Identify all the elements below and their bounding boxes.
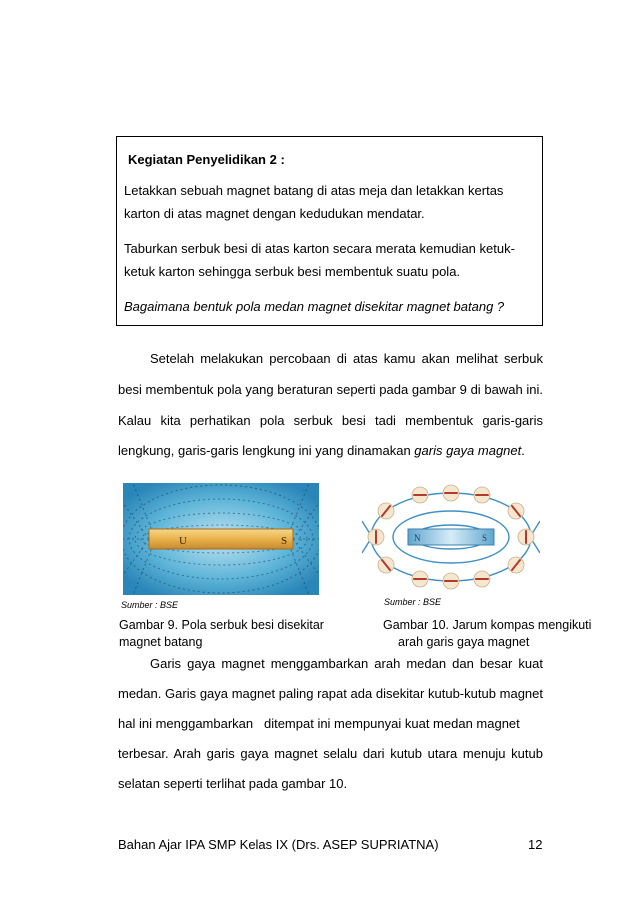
activity-title: Kegiatan Penyelidikan 2 : (128, 152, 285, 167)
para2-line-4: terbesar. Arah garis gaya magnet selalu dari kutub utara menuju kutub (118, 746, 543, 761)
para2-line-3: hal ini menggambarkan ditempat ini mempunyai kuat medan magnet (118, 716, 520, 731)
figure-10-label-n: N (414, 533, 421, 543)
figure-9-caption-1: Gambar 9. Pola serbuk besi disekitar (119, 618, 324, 632)
activity-line-1: Letakkan sebuah magnet batang di atas meja dan letakkan kertas (124, 183, 504, 198)
activity-line-2: karton di atas magnet dengan kedudukan mendatar. (124, 206, 425, 221)
para2-line-1: Garis gaya magnet menggambarkan arah medan dan besar kuat (150, 656, 543, 671)
page-number: 12 (528, 837, 543, 852)
activity-line-3: Taburkan serbuk besi di atas karton secara merata kemudian ketuk- (124, 241, 515, 256)
activity-question: Bagaimana bentuk pola medan magnet disekitar magnet batang ? (124, 299, 505, 314)
para2-line-5: selatan seperti terlihat pada gambar 10. (118, 776, 348, 791)
para1-line-3: Kalau kita perhatikan pola serbuk besi tadi membentuk garis-garis (118, 413, 543, 428)
figure-10-caption-2: arah garis gaya magnet (398, 635, 530, 649)
figure-9-image (123, 483, 319, 595)
figure-10-image (362, 481, 540, 593)
footer-text: Bahan Ajar IPA SMP Kelas IX (Drs. ASEP SUPRIATNA) (118, 837, 439, 852)
figure-9-label-s: S (281, 535, 288, 547)
figure-9-source: Sumber : BSE (121, 600, 179, 610)
para2-line-2: medan. Garis gaya magnet paling rapat ada disekitar kutub-kutub magnet (118, 686, 543, 701)
para1-line-4: lengkung, garis-garis lengkung ini yang dinamakan garis gaya magnet. (118, 443, 525, 458)
figure-10-label-s: S (482, 533, 488, 543)
figure-10-caption-1: Gambar 10. Jarum kompas mengikuti (383, 618, 592, 632)
para1-line-1: Setelah melakukan percobaan di atas kamu akan melihat serbuk (150, 351, 543, 366)
figure-10-source: Sumber : BSE (384, 597, 442, 607)
para1-line-2: besi membentuk pola yang beraturan seperti pada gambar 9 di bawah ini. (118, 382, 543, 397)
figure-9-label-u: U (179, 535, 187, 547)
figure-9-caption-2: magnet batang (119, 635, 203, 649)
activity-line-4: ketuk karton sehingga serbuk besi membentuk suatu pola. (124, 264, 461, 279)
term-garis-gaya-magnet: garis gaya magnet (414, 443, 522, 458)
